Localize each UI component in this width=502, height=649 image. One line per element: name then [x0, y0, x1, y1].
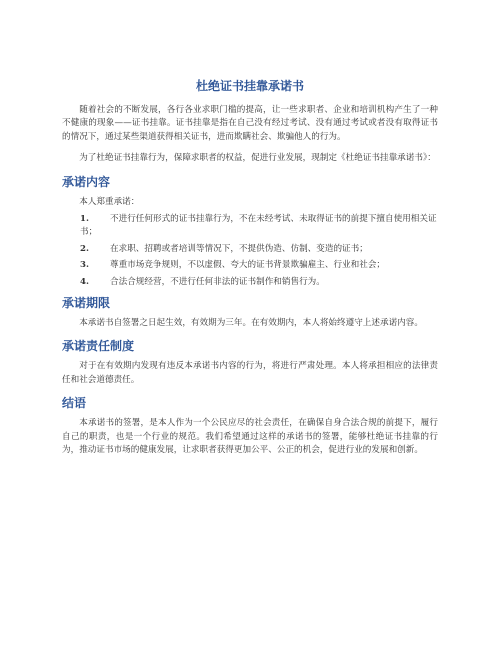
document-body — [62, 78, 438, 466]
list-item — [62, 243, 438, 256]
period-paragraph: 本承诺书自签署之日起生效，有效期为三年。在有效期内，本人将始终遵守上述承诺内容。 — [79, 318, 423, 329]
list-item-number: 3. — [80, 260, 89, 271]
list-item-number: 1. — [80, 214, 89, 225]
section-heading-content: 承诺内容 — [62, 174, 111, 189]
section-heading-conclusion: 结语 — [62, 396, 87, 411]
pledge-lead: 本人郑重承诺： — [79, 196, 140, 207]
list-item — [62, 213, 438, 240]
section-heading-responsibility: 承诺责任制度 — [62, 339, 135, 354]
intro-paragraph-2: 为了杜绝证书挂靠行为，保障求职者的权益，促进行业发展，现制定《杜绝证书挂靠承诺书》： — [79, 153, 436, 164]
list-item-text: 在求职、招聘或者培训等情况下，不提供伪造、仿制、变造的证书； — [110, 243, 368, 254]
intro-paragraph-1: 随着社会的不断发展，各行各业求职门槛的提高，让一些求职者、企业和培训机构产生了一种不健康的现象——证书挂靠。证书挂靠是指在自己没有经过考试、没有通过考试或者没有取得证书的情况下，通过某些渠道获得相关证书，进而欺瞒社会、欺骗他人的行为。 — [62, 105, 438, 142]
conclusion-paragraph: 本承诺书的签署，是本人作为一个公民应尽的社会责任，在确保自身合法合规的前提下，履行自己的职责，也是一个行业的规范。我们希望通过这样的承诺书的签署，能够杜绝证书挂靠的行为，推动证书市场的健康发展，让求职者获得更加公平、公正的机会，促进行业的发展和创新。 — [62, 418, 438, 456]
list-item-number: 4. — [80, 276, 89, 287]
list-item-text: 合法合规经营，不进行任何非法的证书制作和销售行为。 — [110, 276, 325, 287]
document-title: 杜绝证书挂靠承诺书 — [195, 79, 304, 93]
list-item-number: 2. — [80, 243, 89, 254]
pledge-list — [62, 213, 438, 289]
list-item — [62, 259, 438, 272]
list-item-text: 不进行任何形式的证书挂靠行为，不在未经考试、未取得证书的前提下擅自使用相关证书； — [80, 214, 437, 238]
responsibility-paragraph: 对于在有效期内发现有违反本承诺书内容的行为，将进行严肃处理。本人将承担相应的法律责任和社会道德责任。 — [62, 361, 438, 385]
list-item-text: 尊重市场竞争规则，不以虚假、夸大的证书背景欺骗雇主、行业和社会； — [110, 260, 386, 271]
list-item — [62, 276, 438, 289]
section-heading-period: 承诺期限 — [62, 296, 111, 311]
